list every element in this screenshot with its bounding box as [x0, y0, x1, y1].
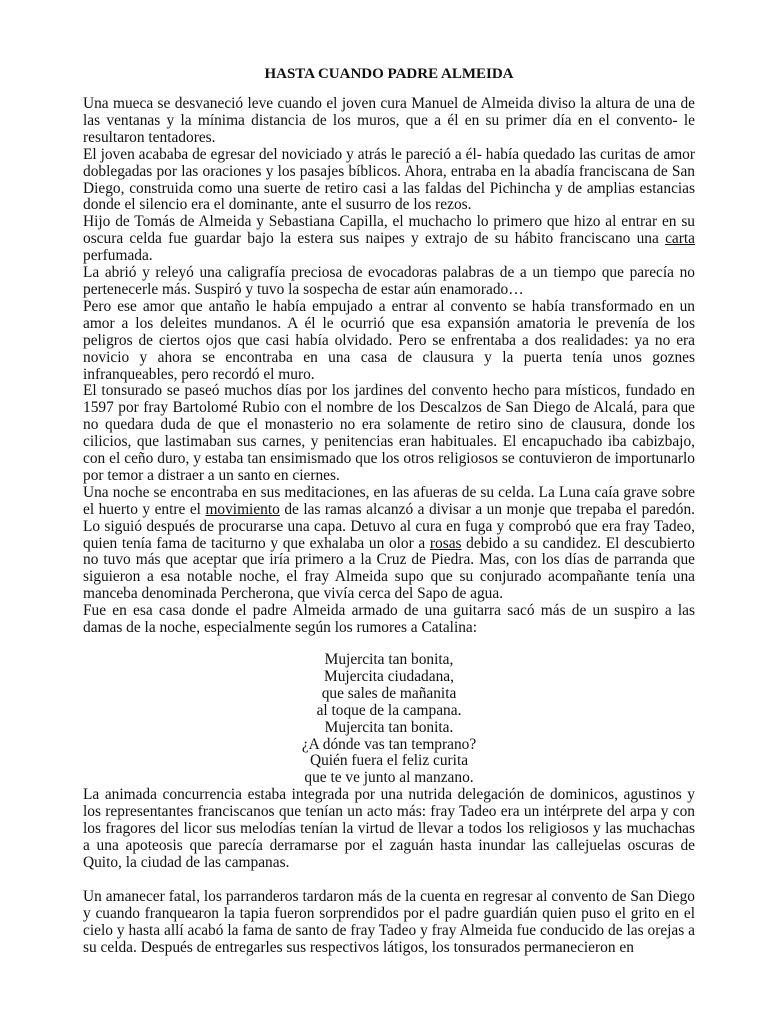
paragraph-1: Una mueca se desvaneció leve cuando el joven cura Manuel de Almeida diviso la altura de una de las ventanas y la mínima distancia de los muros, que a él en su primer día en el convento- le resultaron tentadores.: [83, 95, 695, 146]
paragraph-6: El tonsurado se paseó muchos días por los jardines del convento hecho para místicos, fundado en 1597 por fray Bartolomé Rubio con el nombre de los Descalzos de San Diego de Alcalá, para que no quedara duda de que el monasterio no era solamente de retiro sino de clausura, donde los cilicios, que lastimaban sus carnes, y penitencias eran habituales. El encapuchado iba cabizbajo, con el ceño duro, y estaba tan ensimismado que los otros religiosos se contuvieron de importunarlo por temor a distraer a un santo en ciernes.: [83, 382, 695, 484]
paragraph-3-text-a: Hijo de Tomás de Almeida y Sebastiana Capilla, el muchacho lo primero que hizo al entrar en su oscura celda fue guardar bajo la estera sus naipes y extrajo de su hábito franciscano una: [83, 213, 695, 248]
poem-line: Mujercita tan bonita.: [324, 718, 454, 736]
poem-block: [83, 652, 695, 787]
paragraph-7-text-c: debido a su candidez. El descubierto no tuvo más que aceptar que iría primero a la Cruz de Piedra. Mas, con los días de parranda que siguieron a esa notable noche, el fray Almeida supo que su conjurado acompañante tenía una manceba denominada Percherona, que vivía cerca del Sapo de agua.: [83, 534, 695, 603]
paragraph-10: Un amanecer fatal, los parranderos tardaron más de la cuenta en regresar al convento de San Diego y cuando franquearon la tapia fueron sorprendidos por el padre guardián quien puso el grito en el cielo y hasta allí acabó la fama de santo de fray Tadeo y fray Almeida fue conducido de las orejas a su celda. Después de entregarles sus respectivos látigos, los tonsurados permanecieron en: [83, 887, 695, 956]
paragraph-8: Fue en esa casa donde el padre Almeida armado de una guitarra sacó más de un suspiro a las damas de la noche, especialmente según los rumores a Catalina:: [83, 602, 695, 637]
paragraph-7-text-a: Una noche se encontraba en sus meditaciones, en las afueras de su celda. La Luna caía grave sobre el huerto y entre el: [83, 483, 695, 518]
document-title: HASTA CUANDO PADRE ALMEIDA: [264, 66, 514, 82]
movimiento-link[interactable]: movimiento: [205, 500, 280, 518]
poem-line: Mujercita ciudadana,: [324, 667, 454, 685]
poem-line: ¿A dónde vas tan temprano?: [301, 735, 477, 753]
paragraph-2: El joven acababa de egresar del noviciado y atrás le pareció a él- había quedado las curitas de amor doblegadas por las oraciones y los pasajes bíblicos. Ahora, entraba en la abadía franciscana de San Diego, construida como una suerte de retiro casi a las faldas del Pichincha y de amplias estancias donde el silencio era el dominante, ante el susurro de los rezos.: [83, 145, 695, 214]
paragraph-3-text-b: perfumada.: [83, 247, 153, 265]
paragraph-7-text-b: de las ramas alcanzó a divisar a un monje que trepaba el paredón. Lo siguió después de procurarse una capa. Detuvo al cura en fuga y comprobó que era fray Tadeo, quien tenía fama de taciturno y que exhalaba un olor a: [83, 500, 695, 552]
poem-line: Quién fuera el feliz curita: [309, 752, 469, 770]
poem-line: que te ve junto al manzano.: [304, 769, 474, 787]
carta-link[interactable]: carta: [665, 230, 695, 248]
paragraph-3: [83, 214, 695, 265]
rosas-link[interactable]: rosas: [429, 534, 462, 552]
paragraph-9: La animada concurrencia estaba integrada por una nutrida delegación de dominicos, agustinos y los representantes franciscanos que tenían un acto más: fray Tadeo era un intérprete del arpa y con los fragores del licor sus melodías tenían la virtud de llevar a todos los religiosos y las muchachas a una apoteosis que parecía derramarse por el zaguán hasta inundar las callejuelas oscuras de Quito, la ciudad de las campanas.: [83, 786, 695, 871]
paragraph-5: Pero ese amor que antaño le había empujado a entrar al convento se había transformado en un amor a los deleites mundanos. A él le ocurrió que esa expansión amatoria le prevenía de los peligros de ciertos ojos que casi había olvidado. Pero se enfrentaba a dos realidades: ya no era novicio y ahora se encontraba en una casa de clausura y la puerta tenía unos goznes infranqueables, pero recordó el muro.: [83, 297, 695, 383]
poem-line: que sales de mañanita: [321, 684, 457, 702]
document-page: [83, 66, 695, 956]
paragraph-7: [83, 485, 695, 603]
poem-line: al toque de la campana.: [316, 701, 462, 719]
paragraph-4: La abrió y releyó una caligrafía preciosa de evocadoras palabras de a un tiempo que parecía no pertenecerle más. Suspiró y tuvo la sospecha de estar aún enamorado…: [83, 264, 695, 298]
poem-line: Mujercita tan bonita,: [324, 651, 454, 668]
